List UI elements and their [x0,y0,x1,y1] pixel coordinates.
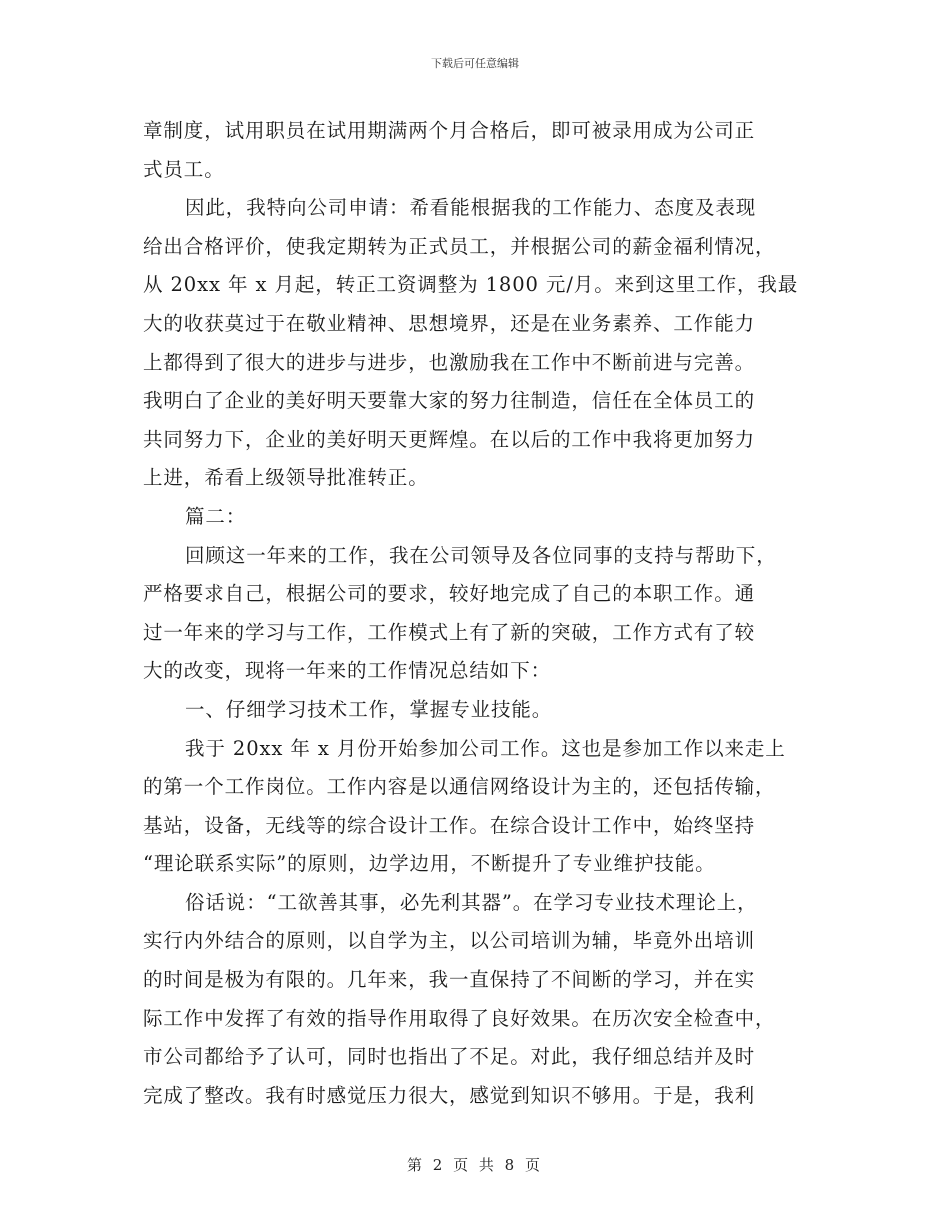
text-line: 大的收获莫过于在敬业精神、思想境界，还是在业务素养、工作能力 [143,311,756,335]
text-line: 我明白了企业的美好明天要靠大家的努力往制造，信任在全体员工的 [143,389,756,413]
text-line: 式员工。 [143,157,225,181]
text-line: 大的改变，现将一年来的工作情况总结如下： [143,659,552,683]
text-line: 篇二： [185,504,247,528]
text-line: 章制度，试用职员在试用期满两个月合格后，即可被录用成为公司正 [143,119,756,142]
text-line: 回顾这一年来的工作，我在公司领导及各位同事的支持与帮助下， [185,543,777,567]
text-line: 共同努力下，企业的美好明天更辉煌。在以后的工作中我将更加努力 [143,427,756,451]
text-line: 实行内外结合的原则，以自学为主，以公司培训为辅，毕竟外出培训 [143,929,756,953]
document-body [143,112,798,1115]
text-line: 基站，设备，无线等的综合设计工作。在综合设计工作中，始终坚持 [143,813,756,837]
text-line: 我于 20xx 年 x 月份开始参加公司工作。这也是参加工作以来走上 [185,736,786,760]
text-line: 完成了整改。我有时感觉压力很大，感觉到知识不够用。于是，我利 [143,1083,756,1107]
text-line: 的第一个工作岗位。工作内容是以通信网络设计为主的，还包括传输， [143,775,776,799]
text-line: 过一年来的学习与工作，工作模式上有了新的突破，工作方式有了较 [143,620,756,644]
text-line: 市公司都给予了认可，同时也指出了不足。对此，我仔细总结并及时 [143,1045,756,1069]
page-number-footer: 第 2 页 共 8 页 [407,1156,543,1174]
text-line: 一、仔细学习技术工作，掌握专业技能。 [185,697,553,721]
text-line: “理论联系实际”的原则，边学边用，不断提升了专业维护技能。 [143,852,716,876]
text-line: 的时间是极为有限的。几年来，我一直保持了不间断的学习，并在实 [143,968,756,992]
page-header-note: 下载后可任意编辑 [431,57,519,70]
text-line: 上进，希看上级领导批准转正。 [143,466,429,490]
text-line: 因此，我特向公司申请：希看能根据我的工作能力、态度及表现 [185,196,757,220]
text-line: 严格要求自己，根据公司的要求，较好地完成了自己的本职工作。通 [143,582,756,606]
text-line: 际工作中发挥了有效的指导作用取得了良好效果。在历次安全检查中， [143,1006,776,1030]
text-line: 上都得到了很大的进步与进步，也激励我在工作中不断前进与完善。 [143,350,756,374]
text-line: 给出合格评价，使我定期转为正式员工，并根据公司的薪金福利情况， [143,234,776,258]
text-line: 从 20xx 年 x 月起，转正工资调整为 1800 元/月。来到这里工作，我最 [143,273,798,297]
text-line: 俗话说：“工欲善其事，必先利其器”。在学习专业技术理论上， [185,890,758,914]
